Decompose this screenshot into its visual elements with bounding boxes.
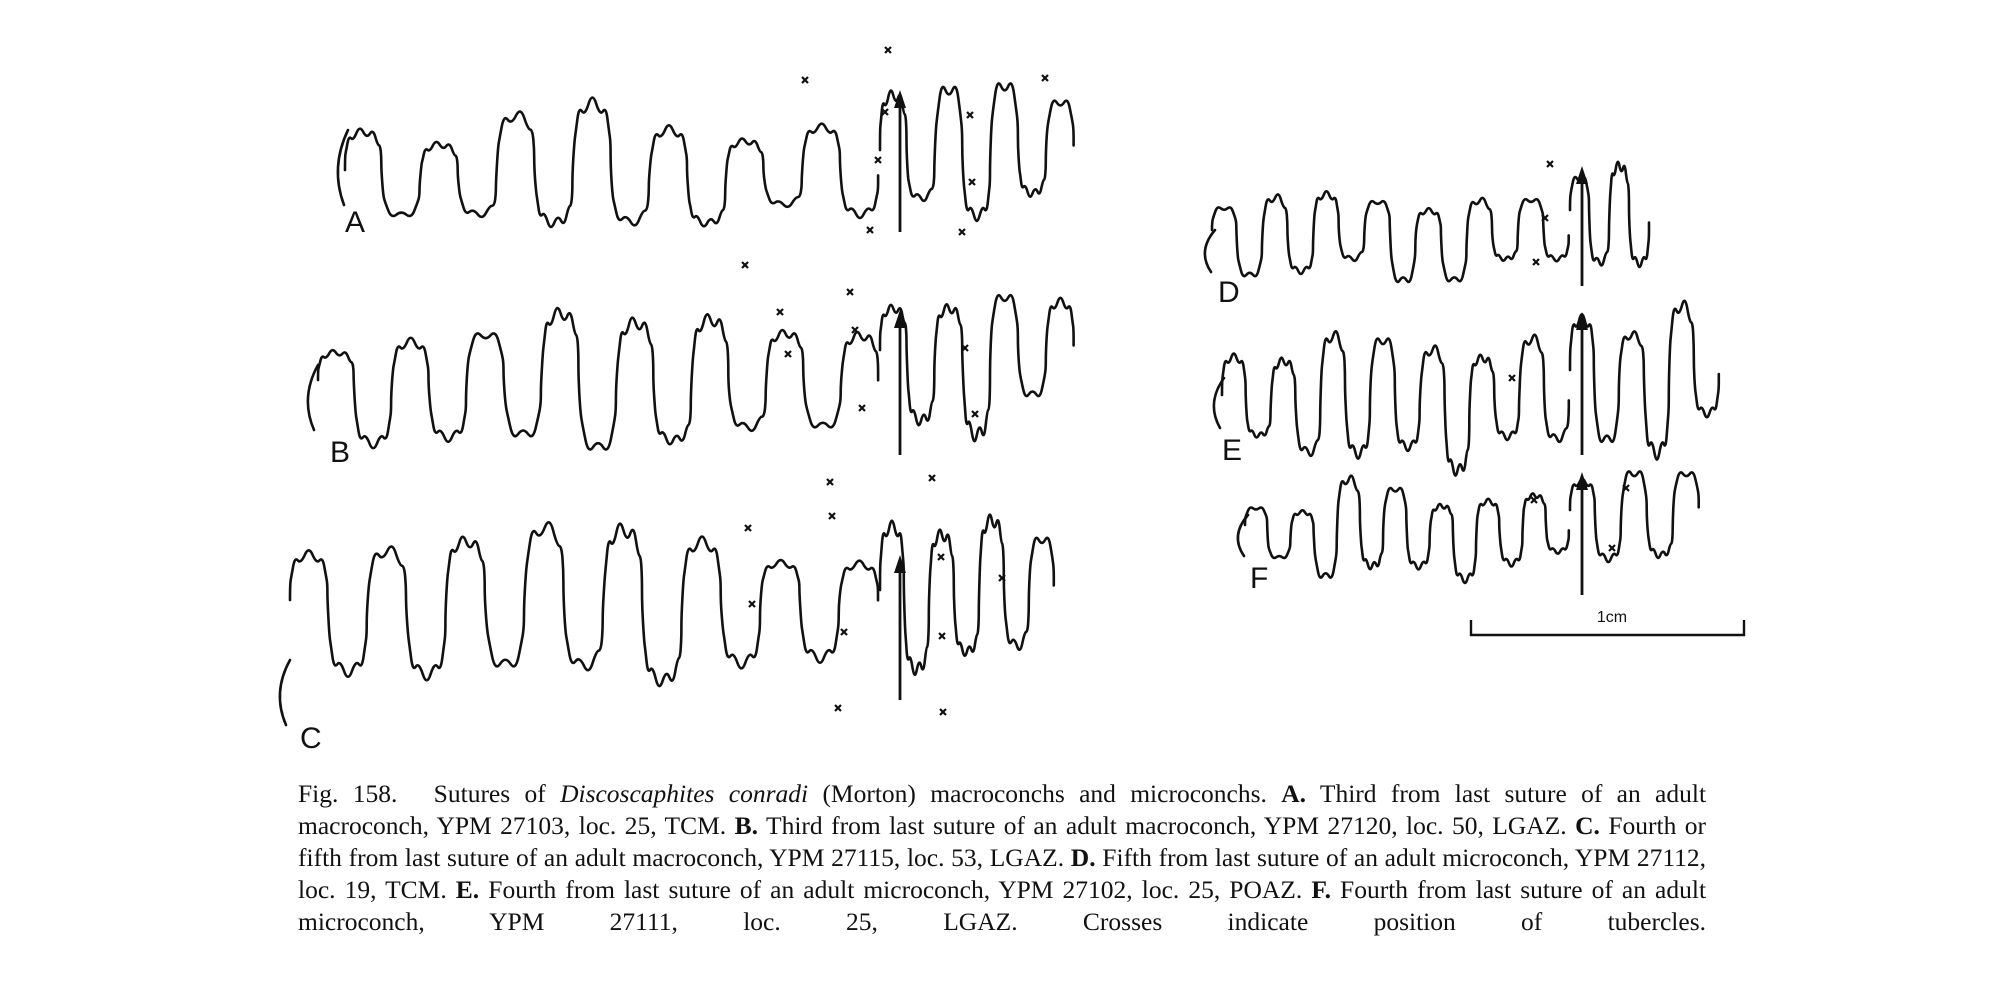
tubercle-crosses [742, 47, 1629, 715]
umbilical-line-a [338, 130, 348, 205]
species-name: Discoscaphites conradi [560, 779, 809, 808]
tubercle-cross [939, 633, 945, 639]
caption-intro: Sutures of [433, 779, 546, 808]
tubercle-cross [1531, 497, 1537, 503]
suture-e-left [1222, 331, 1569, 475]
siphuncle-arrow-d [1576, 166, 1588, 286]
tubercle-cross [875, 157, 881, 163]
tubercle-cross [841, 629, 847, 635]
panel-label-b: B [330, 436, 351, 469]
tubercle-cross [749, 601, 755, 607]
tubercle-cross [967, 112, 973, 118]
siphuncle-arrows [894, 90, 1588, 700]
caption-label-f: F. [1311, 875, 1331, 904]
tubercle-cross [777, 309, 783, 315]
tubercle-cross [972, 411, 978, 417]
panel-label-f: F [1250, 562, 1269, 595]
tubercle-cross [938, 554, 944, 560]
suture-drawings [280, 84, 1719, 725]
panel-label-d: D [1218, 276, 1240, 309]
tubercle-cross [742, 262, 748, 268]
tubercle-cross [1042, 75, 1048, 81]
figure-number: Fig. 158. [298, 779, 398, 808]
tubercle-cross [940, 709, 946, 715]
caption-label-b: B. [734, 811, 759, 840]
suture-a-left [345, 98, 878, 227]
tubercle-cross [745, 525, 751, 531]
umbilical-line-f [1238, 515, 1248, 556]
caption-text-b: Third from last suture of an adult macroconch, YPM 27120, loc. 50, LGAZ. [766, 811, 1567, 840]
tubercle-cross [847, 289, 853, 295]
tubercle-cross [835, 705, 841, 711]
caption-label-e: E. [455, 875, 480, 904]
caption-intro-tail: (Morton) macroconchs and microconchs. [822, 779, 1267, 808]
panel-label-a: A [345, 206, 366, 239]
caption-outro: Crosses indicate position of tubercles. [1082, 907, 1707, 936]
siphuncle-arrow-b [894, 310, 906, 455]
caption-text-a: Third from last suture of an adult macroconch, YPM 27103, loc. 25, TCM. [298, 779, 1707, 840]
tubercle-cross [1533, 259, 1539, 265]
umbilical-line-b [308, 365, 318, 430]
tubercle-cross [1547, 161, 1553, 167]
tubercle-cross [827, 479, 833, 485]
umbilical-line-d [1205, 230, 1215, 272]
suture-d-left [1212, 191, 1569, 282]
caption-text-c: Fourth or fifth from last suture of an adult macroconch, YPM 27115, loc. 53, LGAZ. [298, 811, 1707, 872]
caption-label-c: C. [1575, 811, 1600, 840]
tubercle-cross [802, 77, 808, 83]
scale-bar-label: 1cm [1596, 609, 1628, 626]
tubercle-cross [867, 227, 873, 233]
caption-label-d: D. [1070, 843, 1096, 872]
tubercle-cross [829, 513, 835, 519]
siphuncle-arrow-e [1576, 312, 1588, 455]
tubercle-cross [1509, 375, 1515, 381]
caption-text-e: Fourth from last suture of an adult microconch, YPM 27102, loc. 25, POAZ. [488, 875, 1303, 904]
siphuncle-arrow-f [1576, 472, 1588, 595]
panel-label-e: E [1222, 434, 1243, 467]
suture-b-left [318, 308, 878, 449]
suture-b-right [880, 295, 1074, 441]
suture-f-right [1570, 471, 1699, 562]
caption-text-f: Fourth from last suture of an adult microconch, YPM 27111, loc. 25, LGAZ. [298, 875, 1707, 936]
caption-label-a: A. [1281, 779, 1307, 808]
scale-bar [1470, 609, 1745, 636]
tubercle-cross [929, 475, 935, 481]
suture-f-left [1245, 476, 1569, 583]
tubercle-cross [969, 179, 975, 185]
suture-e-right [1570, 301, 1719, 460]
tubercle-cross [859, 405, 865, 411]
suture-c-left [290, 522, 878, 686]
suture-a-right [880, 84, 1074, 221]
tubercle-cross [785, 351, 791, 357]
suture-c-right [880, 515, 1054, 675]
umbilical-line-c [280, 660, 290, 725]
figure-caption [298, 778, 1706, 938]
tubercle-cross [1609, 545, 1615, 551]
panel-label-c: C [300, 722, 322, 755]
caption-text-d: Fifth from last suture of an adult microconch, YPM 27112, loc. 19, TCM. [298, 843, 1706, 904]
tubercle-cross [959, 229, 965, 235]
tubercle-cross [885, 47, 891, 53]
